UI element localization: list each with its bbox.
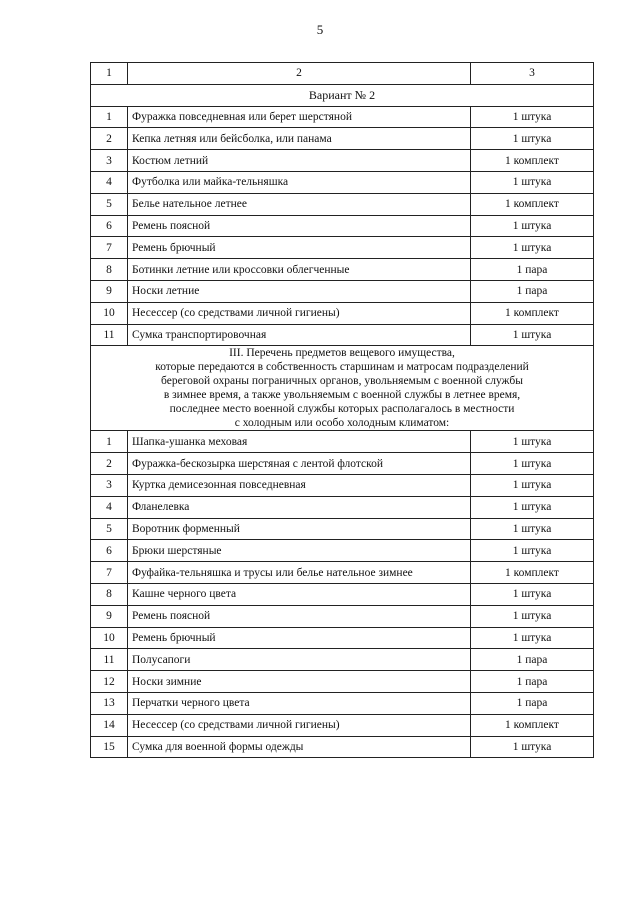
section-title-line: береговой охраны пограничных органов, увольняемым с военной службы [161, 375, 523, 388]
table-row [91, 736, 594, 758]
row-quantity: 1 штука [471, 540, 594, 562]
row-quantity: 1 пара [471, 280, 594, 302]
table-row [91, 518, 594, 540]
row-number: 9 [91, 605, 128, 627]
row-item: Футболка или майка-тельняшка [128, 171, 471, 193]
row-quantity: 1 штука [471, 237, 594, 259]
row-item: Носки зимние [128, 671, 471, 693]
row-item: Фуражка-бескозырка шерстяная с лентой флотской [128, 453, 471, 475]
row-number: 6 [91, 215, 128, 237]
row-quantity: 1 штука [471, 583, 594, 605]
row-number: 3 [91, 150, 128, 172]
row-number: 2 [91, 453, 128, 475]
row-quantity: 1 штука [471, 496, 594, 518]
row-quantity: 1 штука [471, 605, 594, 627]
row-quantity: 1 штука [471, 324, 594, 346]
table-row [91, 128, 594, 150]
row-quantity: 1 штука [471, 627, 594, 649]
row-number: 12 [91, 671, 128, 693]
row-number: 7 [91, 237, 128, 259]
section-title-line: которые передаются в собственность старшинам и матросам подразделений [155, 361, 529, 374]
row-item: Несессер (со средствами личной гигиены) [128, 714, 471, 736]
row-quantity: 1 пара [471, 649, 594, 671]
row-item: Фуфайка-тельняшка и трусы или белье нательное зимнее [128, 562, 471, 584]
row-quantity: 1 штука [471, 736, 594, 758]
row-quantity: 1 комплект [471, 150, 594, 172]
table-row [91, 496, 594, 518]
row-quantity: 1 пара [471, 671, 594, 693]
row-item: Кашне черного цвета [128, 583, 471, 605]
table-row [91, 627, 594, 649]
row-number: 7 [91, 562, 128, 584]
table-row [91, 106, 594, 128]
table-row [91, 150, 594, 172]
row-item: Воротник форменный [128, 518, 471, 540]
row-number: 4 [91, 496, 128, 518]
table-row [91, 237, 594, 259]
row-number: 1 [91, 431, 128, 453]
row-number: 6 [91, 540, 128, 562]
row-quantity: 1 штука [471, 453, 594, 475]
row-quantity: 1 комплект [471, 302, 594, 324]
items-table-body [91, 63, 594, 758]
row-number: 11 [91, 649, 128, 671]
row-quantity: 1 комплект [471, 193, 594, 215]
table-row [91, 583, 594, 605]
table-row [91, 714, 594, 736]
table-row [91, 280, 594, 302]
table-row [91, 562, 594, 584]
section-title-line: в зимнее время, а также увольняемым с военной службы в летнее время, [163, 389, 521, 402]
row-quantity: 1 штука [471, 518, 594, 540]
row-number: 2 [91, 128, 128, 150]
table-row [91, 671, 594, 693]
table-row [91, 215, 594, 237]
header-col-1: 1 [91, 63, 128, 85]
row-quantity: 1 штука [471, 171, 594, 193]
row-item: Носки летние [128, 280, 471, 302]
row-number: 13 [91, 692, 128, 714]
row-item: Ремень брючный [128, 237, 471, 259]
row-item: Фланелевка [128, 496, 471, 518]
row-item: Ремень поясной [128, 605, 471, 627]
variant-title: Вариант № 2 [91, 84, 594, 106]
row-quantity: 1 комплект [471, 714, 594, 736]
table-header-row [91, 63, 594, 85]
row-number: 9 [91, 280, 128, 302]
header-col-2: 2 [128, 63, 471, 85]
table-row [91, 453, 594, 475]
row-number: 5 [91, 193, 128, 215]
row-item: Брюки шерстяные [128, 540, 471, 562]
row-quantity: 1 штука [471, 128, 594, 150]
row-number: 11 [91, 324, 128, 346]
table-row [91, 540, 594, 562]
section-title [91, 346, 594, 431]
row-number: 8 [91, 259, 128, 281]
row-item: Ремень брючный [128, 627, 471, 649]
row-number: 8 [91, 583, 128, 605]
table-row [91, 324, 594, 346]
row-item: Полусапоги [128, 649, 471, 671]
table-row [91, 302, 594, 324]
row-number: 10 [91, 627, 128, 649]
table-row [91, 259, 594, 281]
row-quantity: 1 пара [471, 259, 594, 281]
table-row [91, 474, 594, 496]
section-title-line: с холодным или особо холодным климатом: [234, 417, 450, 430]
row-number: 14 [91, 714, 128, 736]
row-quantity: 1 штука [471, 431, 594, 453]
row-quantity: 1 штука [471, 474, 594, 496]
row-item: Фуражка повседневная или берет шерстяной [128, 106, 471, 128]
table-row [91, 171, 594, 193]
table-row [91, 431, 594, 453]
row-item: Сумка для военной формы одежды [128, 736, 471, 758]
row-item: Куртка демисезонная повседневная [128, 474, 471, 496]
row-item: Ремень поясной [128, 215, 471, 237]
page-number: 5 [316, 22, 324, 37]
table-row [91, 692, 594, 714]
row-quantity: 1 штука [471, 215, 594, 237]
row-item: Ботинки летние или кроссовки облегченные [128, 259, 471, 281]
row-quantity: 1 пара [471, 692, 594, 714]
row-quantity: 1 комплект [471, 562, 594, 584]
table-row [91, 193, 594, 215]
row-item: Перчатки черного цвета [128, 692, 471, 714]
row-item: Белье нательное летнее [128, 193, 471, 215]
table-row [91, 649, 594, 671]
items-table [90, 62, 594, 758]
row-item: Шапка-ушанка меховая [128, 431, 471, 453]
row-quantity: 1 штука [471, 106, 594, 128]
section-title-line: III. Перечень предметов вещевого имущества, [229, 347, 455, 360]
table-row [91, 605, 594, 627]
row-item: Костюм летний [128, 150, 471, 172]
row-number: 10 [91, 302, 128, 324]
row-item: Сумка транспортировочная [128, 324, 471, 346]
row-number: 4 [91, 171, 128, 193]
header-col-3: 3 [471, 63, 594, 85]
row-item: Кепка летняя или бейсболка, или панама [128, 128, 471, 150]
row-item: Несессер (со средствами личной гигиены) [128, 302, 471, 324]
row-number: 1 [91, 106, 128, 128]
row-number: 15 [91, 736, 128, 758]
section-title-row [91, 346, 594, 431]
section-title-line: последнее место военной службы которых располагалось в местности [169, 403, 515, 416]
row-number: 5 [91, 518, 128, 540]
row-number: 3 [91, 474, 128, 496]
variant-title-row [91, 84, 594, 106]
